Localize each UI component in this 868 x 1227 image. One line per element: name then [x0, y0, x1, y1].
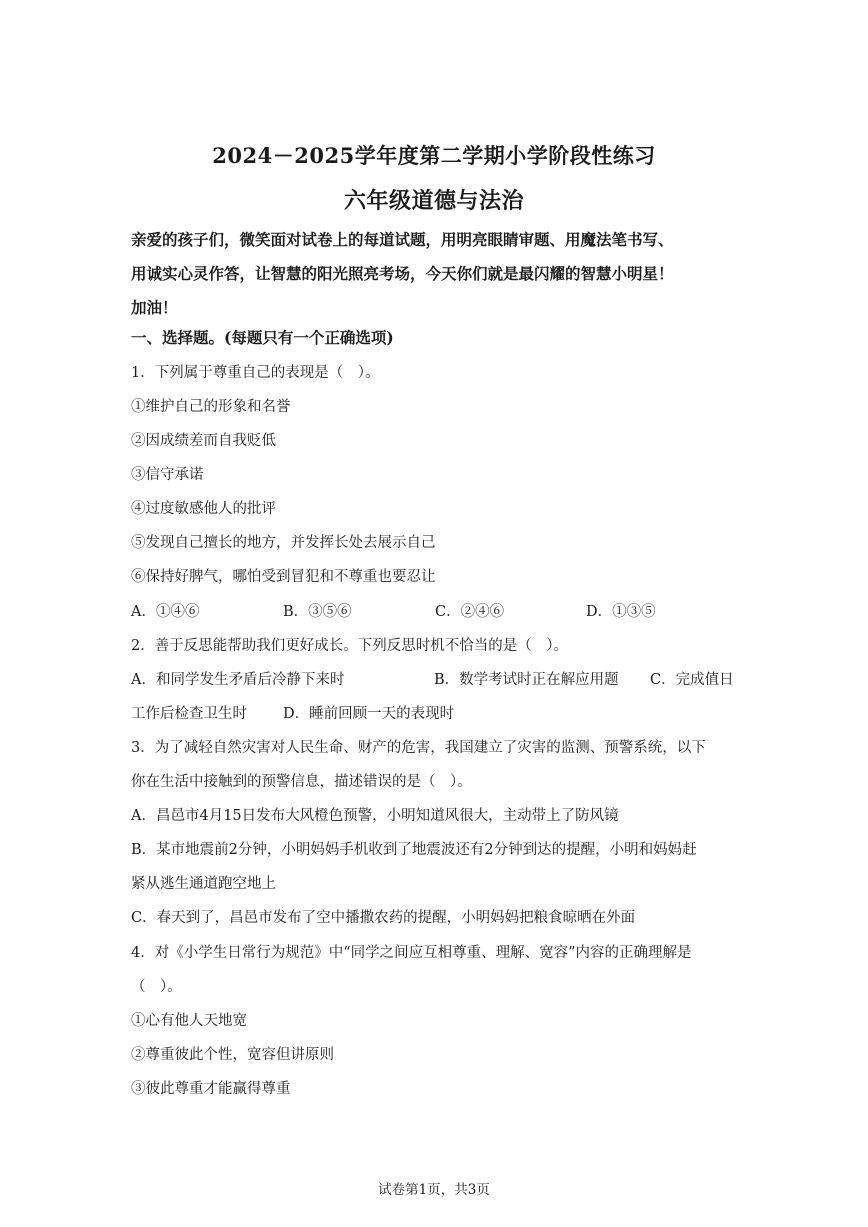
- option-b: B．某市地震前2分钟，小明妈妈手机收到了地震波还有2分钟到达的提醒，小明和妈妈赶: [131, 842, 697, 858]
- page-footer: 试卷第1页，共3页: [378, 1182, 490, 1198]
- option-b: B．数学考试时正在解应用题: [434, 672, 619, 688]
- option-a: A．①④⑥: [131, 604, 200, 620]
- question-stem: 2．善于反思能帮助我们更好成长。下列反思时机不恰当的是（ ）。: [131, 638, 568, 654]
- option-d: D．①③⑤: [586, 604, 656, 620]
- intro-line: 用诚实心灵作答，让智慧的阳光照亮考场，今天你们就是最闪耀的智慧小明星！: [131, 264, 674, 283]
- answer-options: [131, 600, 751, 624]
- answer-options: [131, 702, 751, 726]
- page-subtitle: 六年级道德与法治: [343, 188, 524, 214]
- intro-line: 加油！: [131, 298, 178, 317]
- option-c-continued: 工作后检查卫生时: [131, 706, 247, 722]
- option-c: C．②④⑥: [435, 604, 505, 620]
- page-title: 2024－2025学年度第二学期小学阶段性练习: [212, 143, 656, 168]
- question-stem: （ ）。: [131, 979, 182, 995]
- option-c: C．完成值日: [650, 672, 734, 688]
- option-b-continued: 紧从逃生通道跑空地上: [131, 876, 276, 892]
- question-item: ④过度敏感他人的批评: [131, 501, 276, 517]
- answer-options: [131, 668, 751, 692]
- intro-line: 亲爱的孩子们，微笑面对试卷上的每道试题，用明亮眼睛审题、用魔法笔书写、: [131, 230, 674, 249]
- question-stem: 4．对《小学生日常行为规范》中“同学之间应互相尊重、理解、宽容”内容的正确理解是: [131, 945, 692, 961]
- option-b: B．③⑤⑥: [283, 604, 352, 620]
- option-d: D．睡前回顾一天的表现时: [283, 706, 455, 722]
- intro-paragraph: [131, 223, 741, 325]
- question-stem: 3．为了减轻自然灾害对人民生命、财产的危害，我国建立了灾害的监测、预警系统，以下: [131, 740, 706, 756]
- section-heading: 一、选择题。(每题只有一个正确选项): [131, 328, 394, 347]
- question-item: ②因成绩差而自我贬低: [131, 433, 276, 449]
- option-a: A．和同学发生矛盾后冷静下来时: [131, 672, 345, 688]
- question-item: ③彼此尊重才能赢得尊重: [131, 1081, 291, 1097]
- question-stem: 1．下列属于尊重自己的表现是（ ）。: [131, 365, 380, 381]
- question-item: ①心有他人天地宽: [131, 1013, 247, 1029]
- option-c: C．春天到了，昌邑市发布了空中播撒农药的提醒，小明妈妈把粮食晾晒在外面: [131, 910, 636, 926]
- question-item: ⑤发现自己擅长的地方，并发挥长处去展示自己: [131, 535, 436, 551]
- option-a: A．昌邑市4月15日发布大风橙色预警，小明知道风很大，主动带上了防风镜: [131, 808, 619, 824]
- question-item: ⑥保持好脾气，哪怕受到冒犯和不尊重也要忍让: [131, 569, 436, 585]
- question-stem: 你在生活中接触到的预警信息，描述错误的是（ ）。: [131, 774, 472, 790]
- question-item: ③信守承诺: [131, 467, 204, 483]
- question-item: ②尊重彼此个性，宽容但讲原则: [131, 1047, 334, 1063]
- question-item: ①维护自己的形象和名誉: [131, 399, 291, 415]
